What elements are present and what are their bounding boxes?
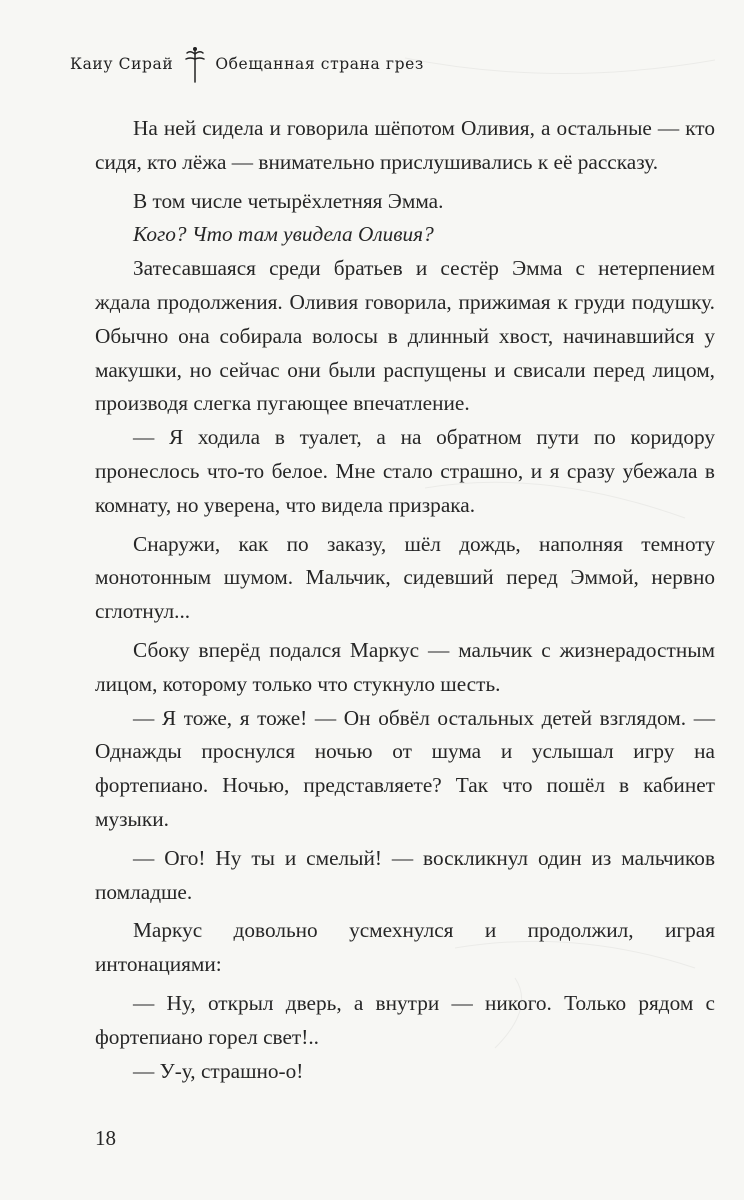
header-book-title: Обещанная страна грез (215, 55, 424, 73)
paragraph: — Я ходила в туалет, а на обратном пути по коридору пронеслось что-то белое. Мне стало страшно, и я сразу убежала в комнату, но уверена, что видела призрака. (95, 425, 715, 517)
paragraph: Маркус довольно усмехнулся и продолжил, играя интонациями: (95, 918, 715, 977)
header-author: Каиу Сирай (70, 55, 174, 73)
paragraph: — Ну, открыл дверь, а внутри — никого. Только рядом с фортепиано горел свет!.. (95, 990, 715, 1049)
paragraph: Снаружи, как по заказу, шёл дождь, наполняя темноту монотонным шумом. Мальчик, сидевший перед Эммой, нервно сглотнул... (95, 531, 715, 624)
cross-ornament-icon (181, 45, 209, 83)
paragraph: Затесавшаяся среди братьев и сестёр Эмма с нетерпением ждала продолжения. Оливия говорила, прижимая к груди подушку. Обычно она собирала волосы в длинный хвост, начинавшийся у макушки, но сейчас они были распущены и свисали перед лицом, производя слегка пугающее впечатление. (95, 256, 715, 416)
paragraph: На ней сидела и говорила шёпотом Оливия, а остальные — кто сидя, кто лёжа — внимательно прислушивались к её рассказу. (95, 116, 715, 174)
paragraph: Сбоку вперёд подался Маркус — мальчик с жизнерадостным лицом, которому только что стукнуло шесть. (95, 637, 715, 696)
running-header (70, 44, 424, 84)
paragraph: — Ого! Ну ты и смелый! — воскликнул один из мальчиков помладше. (95, 845, 715, 904)
page-number: 18 (95, 1126, 116, 1150)
body-text (95, 112, 715, 1088)
paragraph-italic: Кого? Что там увидела Оливия? (133, 222, 434, 247)
paragraph: — У-у, страшно-о! (133, 1058, 304, 1083)
paragraph: — Я тоже, я тоже! — Он обвёл остальных детей взглядом. — Однажды проснулся ночью от шума и услышал игру на фортепиано. Ночью, представляете? Так что пошёл в кабинет музыки. (95, 705, 715, 831)
paragraph: В том числе четырёхлетняя Эмма. (133, 188, 444, 213)
